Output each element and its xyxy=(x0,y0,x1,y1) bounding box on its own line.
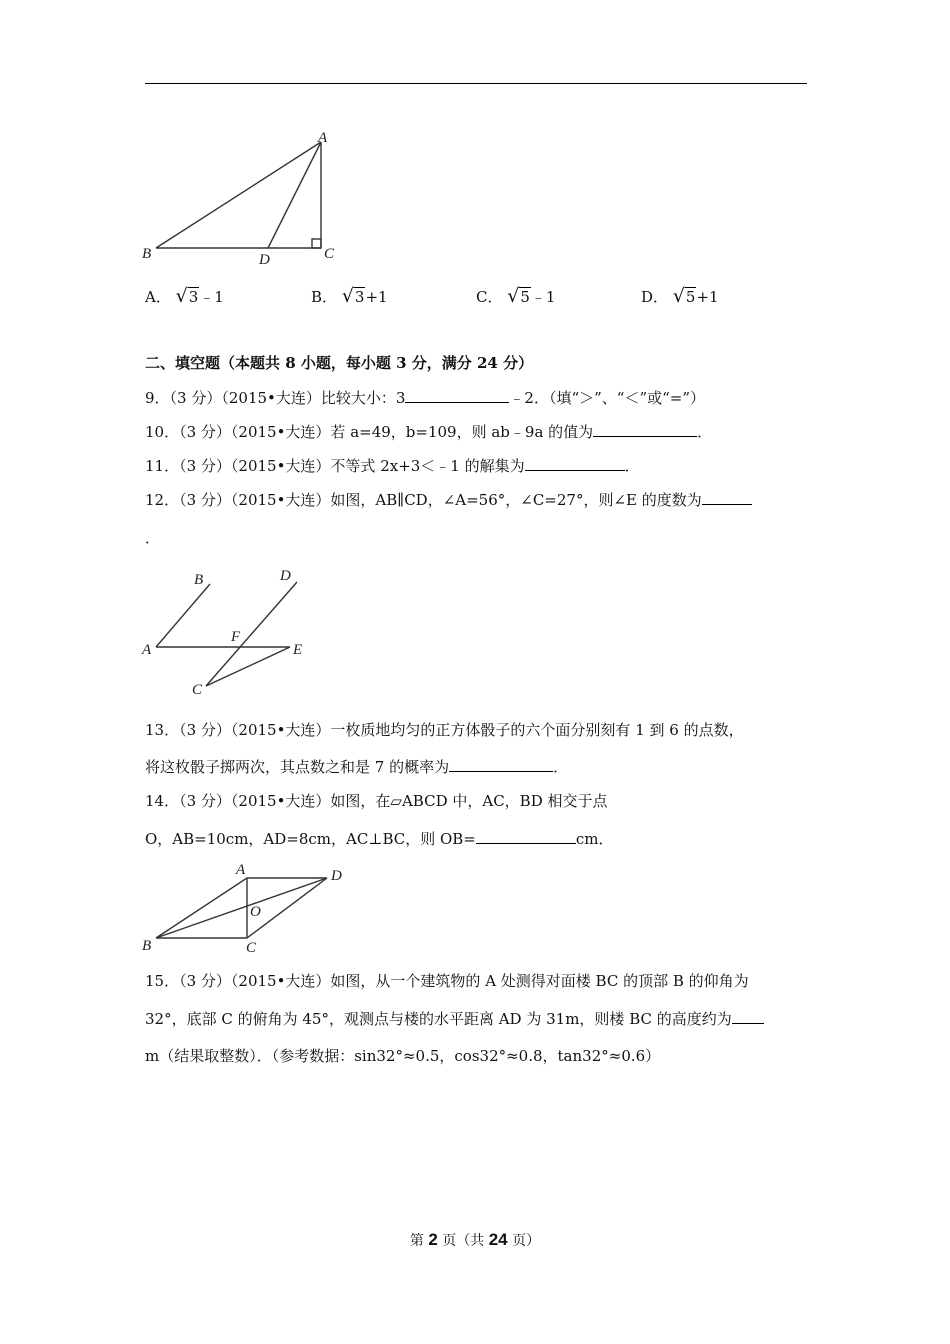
option-d xyxy=(641,285,719,307)
right-angle-mark xyxy=(312,239,321,248)
label-d: D xyxy=(331,868,342,884)
q10-answer-blank[interactable] xyxy=(593,422,697,437)
figure-parallel-lines xyxy=(140,564,320,700)
q13-answer-blank[interactable] xyxy=(449,757,553,772)
question-15-line2 xyxy=(145,1008,764,1029)
q11-text-after: ． xyxy=(624,457,640,475)
q15-answer-blank[interactable] xyxy=(732,1009,764,1024)
option-d-radicand: 5 xyxy=(685,288,696,306)
option-c-radicand: 5 xyxy=(520,288,530,306)
label-d: D xyxy=(280,568,291,584)
option-d-rest: +1 xyxy=(696,288,719,306)
label-o: O xyxy=(250,904,261,920)
figure-triangle-abc xyxy=(140,128,350,268)
option-a-letter: A． xyxy=(145,288,171,306)
option-d-letter: D． xyxy=(641,288,669,306)
segment-ce xyxy=(206,647,290,686)
q15-text: 32°，底部 C 的俯角为 45°，观测点与楼的水平距离 AD 为 31m，则楼 BC 的高度约为 xyxy=(145,1010,732,1028)
label-c: C xyxy=(324,246,335,262)
sqrt-icon: √ xyxy=(507,285,520,307)
q10-text: 10．（3 分）（2015•大连）若 a=49，b=109，则 ab﹣9a 的值为 xyxy=(145,423,594,441)
q12-answer-blank[interactable] xyxy=(702,490,752,505)
question-13-line2 xyxy=(145,756,568,777)
segment-ab xyxy=(156,142,321,248)
option-c-rest: ﹣1 xyxy=(530,288,556,306)
label-c: C xyxy=(192,682,203,698)
segment-cd xyxy=(206,582,297,686)
option-c-letter: C． xyxy=(476,288,503,306)
label-d: D xyxy=(259,252,270,268)
sqrt-icon: √ xyxy=(341,285,354,307)
question-15-line1: 15．（3 分）（2015•大连）如图，从一个建筑物的 A 处测得对面楼 BC 的顶部 B 的仰角为 xyxy=(145,972,749,990)
option-a-radicand: 3 xyxy=(188,288,199,306)
q9-answer-blank[interactable] xyxy=(405,388,509,403)
option-a xyxy=(145,285,224,307)
header-rule xyxy=(145,83,807,84)
question-15-line3: m（结果取整数）．（参考数据：sin32°≈0.5，cos32°≈0.8，tan32°≈0.6） xyxy=(145,1047,661,1065)
label-a: A xyxy=(236,862,246,878)
q14-answer-blank[interactable] xyxy=(476,829,576,844)
q11-text: 11．（3 分）（2015•大连）不等式 2x+3＜﹣1 的解集为 xyxy=(145,457,525,475)
question-14-line2 xyxy=(145,828,614,849)
figure-parallelogram xyxy=(140,858,352,958)
label-e: E xyxy=(293,642,303,658)
label-c: C xyxy=(246,940,257,956)
section-heading: 二、填空题（本题共 8 小题，每小题 3 分，满分 24 分） xyxy=(145,354,534,372)
page-number: 2 xyxy=(428,1230,438,1249)
option-a-rest: ﹣1 xyxy=(199,288,224,306)
option-b xyxy=(311,285,388,307)
q10-text-after: ． xyxy=(697,423,713,441)
footer-suffix: 页） xyxy=(507,1233,541,1249)
q13-text-after: ． xyxy=(553,758,569,776)
option-b-radicand: 3 xyxy=(354,288,365,306)
total-pages: 24 xyxy=(488,1230,508,1249)
question-11 xyxy=(145,455,640,476)
q14-text: O，AB=10cm，AD=8cm，AC⊥BC，则 OB= xyxy=(145,830,476,848)
q11-answer-blank[interactable] xyxy=(525,456,625,471)
question-12 xyxy=(145,489,752,510)
label-b: B xyxy=(194,572,204,588)
label-a: A xyxy=(318,130,328,146)
segment-ab xyxy=(156,584,210,647)
label-b: B xyxy=(142,246,152,262)
q12-text-after: ． xyxy=(145,529,161,547)
q12-text: 12．（3 分）（2015•大连）如图，AB∥CD，∠A=56°，∠C=27°，则∠E 的度数为 xyxy=(145,491,702,509)
label-a: A xyxy=(142,642,152,658)
question-10 xyxy=(145,421,712,442)
label-b: B xyxy=(142,938,152,954)
q14-text-after: cm． xyxy=(575,830,614,848)
sqrt-icon: √ xyxy=(672,285,685,307)
question-14-line1: 14．（3 分）（2015•大连）如图，在▱ABCD 中，AC，BD 相交于点 xyxy=(145,792,608,810)
segment-ad xyxy=(268,142,321,248)
segment-bd xyxy=(156,878,327,938)
sqrt-icon: √ xyxy=(175,285,188,307)
footer-prefix: 第 xyxy=(409,1233,429,1249)
option-c xyxy=(476,285,555,307)
page-footer xyxy=(0,1230,950,1250)
question-9 xyxy=(145,387,705,408)
q9-text-after: ﹣2．（填“＞”、“＜”或“=”） xyxy=(509,389,706,407)
question-13-line1: 13．（3 分）（2015•大连）一枚质地均匀的正方体骰子的六个面分别刻有 1 到 6 的点数， xyxy=(145,721,744,739)
q9-text: 9．（3 分）（2015•大连）比较大小：3 xyxy=(145,389,406,407)
footer-middle: 页（共 xyxy=(437,1233,489,1249)
label-f: F xyxy=(231,629,241,645)
segment-ab xyxy=(156,878,247,938)
option-b-rest: +1 xyxy=(365,288,388,306)
option-b-letter: B． xyxy=(311,288,338,306)
q13-text: 将这枚骰子掷两次，其点数之和是 7 的概率为 xyxy=(145,758,450,776)
